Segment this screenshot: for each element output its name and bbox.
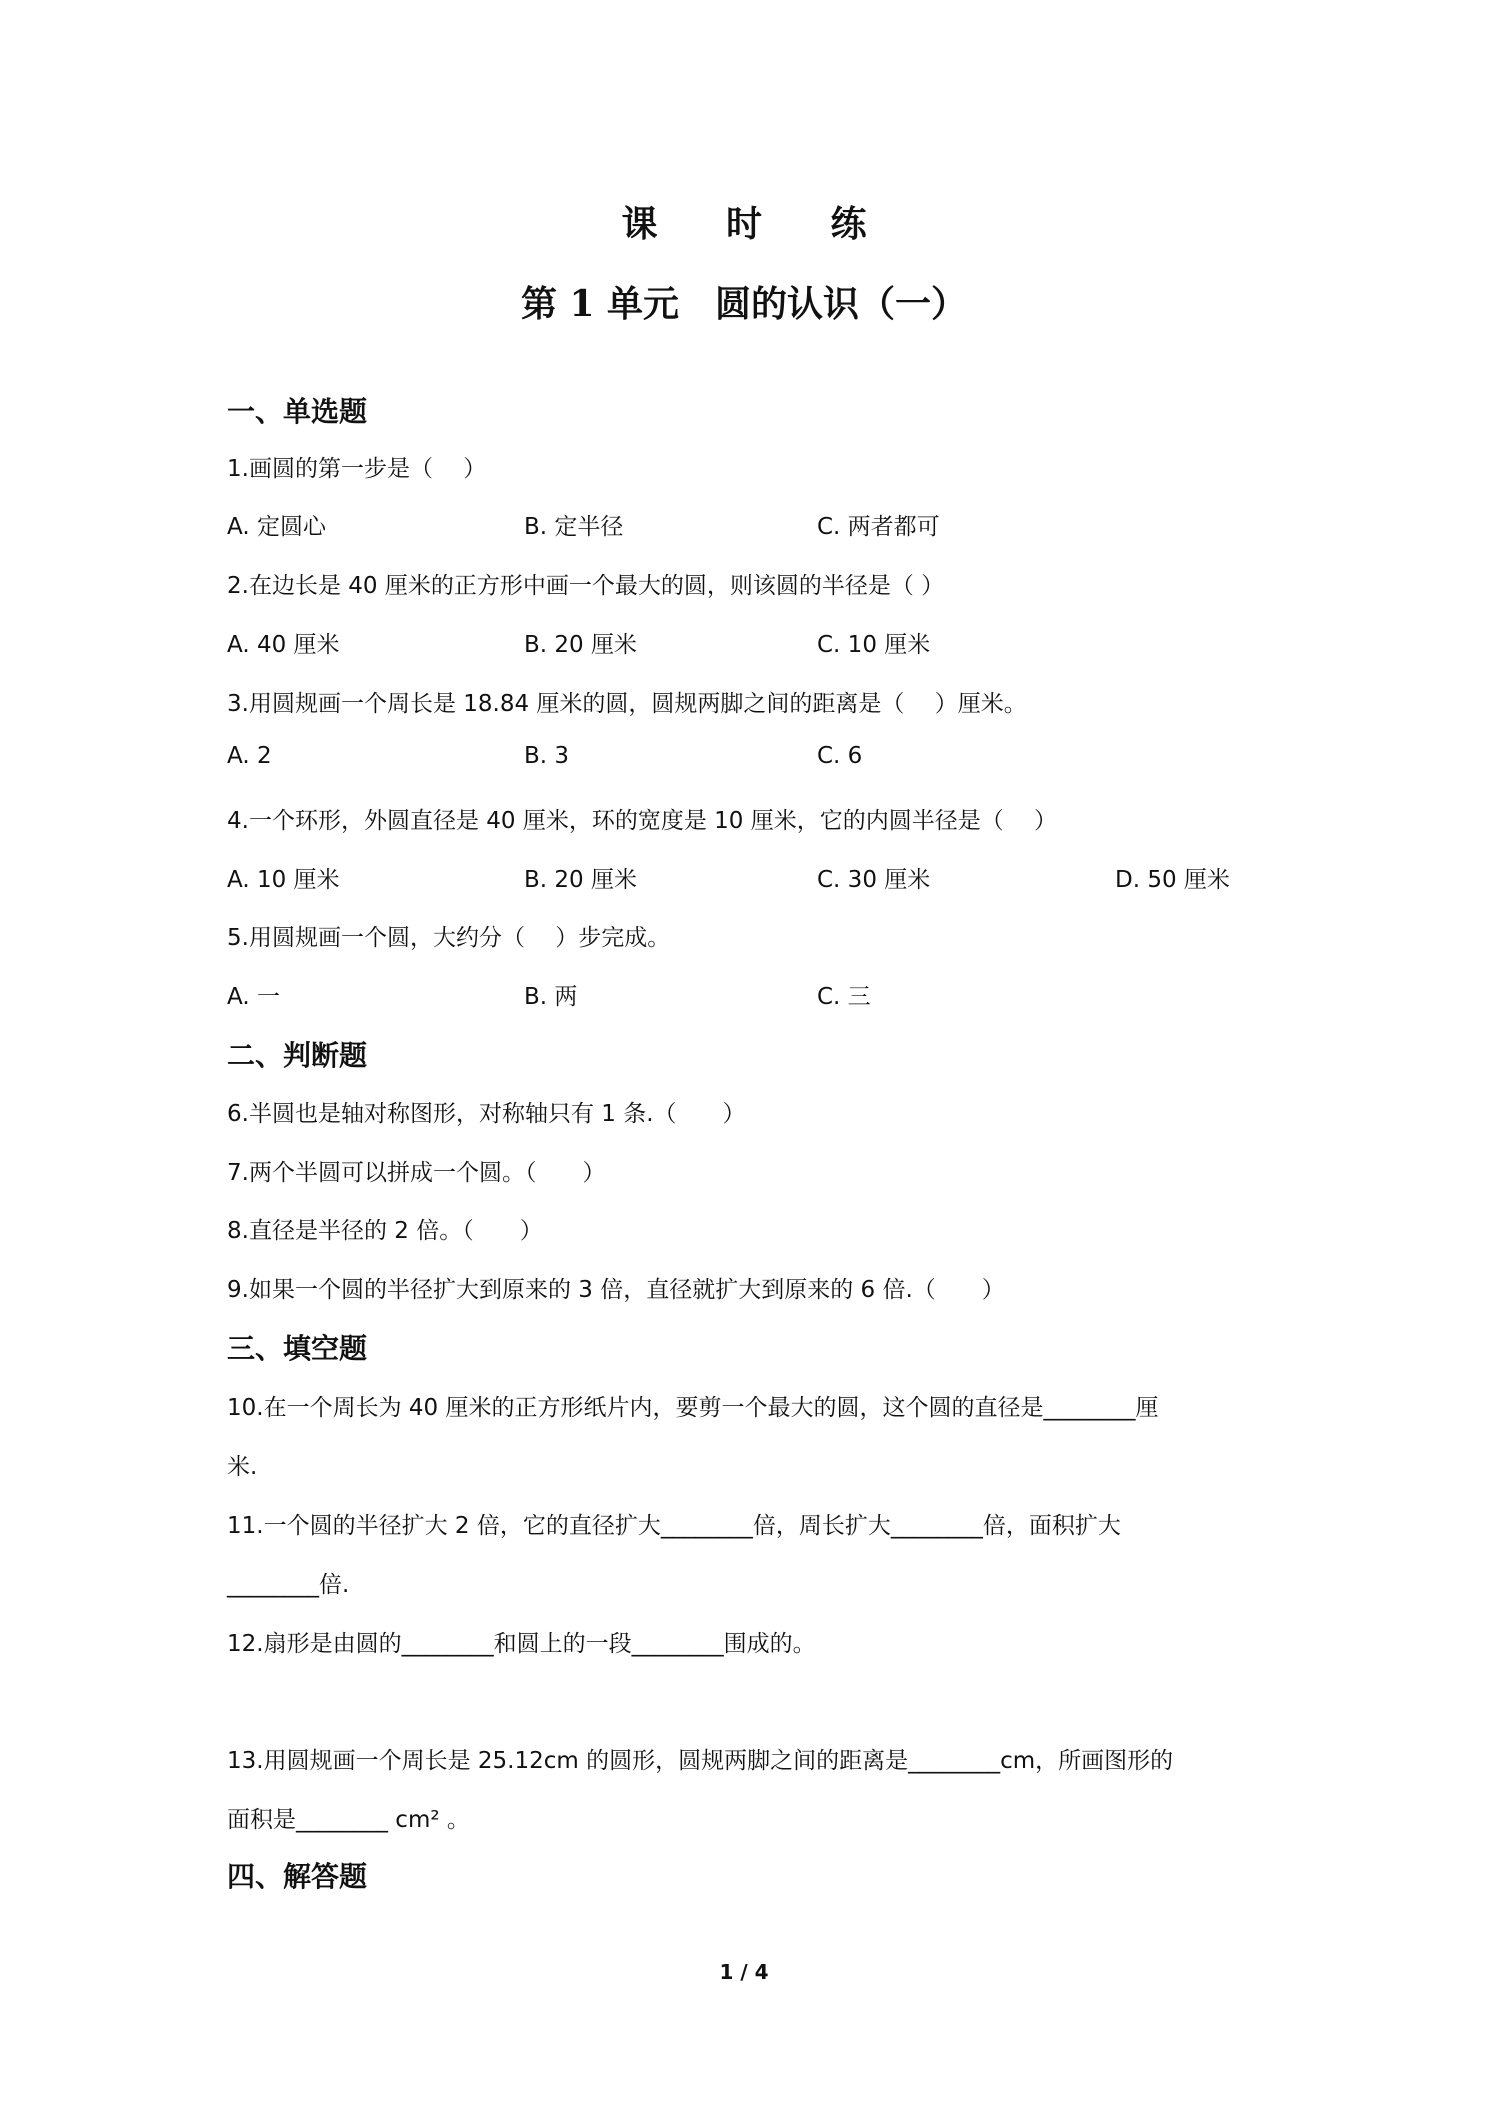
question-13-line-2: 面积是________ cm² 。 [227, 1807, 470, 1833]
question-4-options [227, 861, 1277, 895]
option-c: C. 两者都可 [817, 514, 940, 540]
option-a: A. 40 厘米 [227, 632, 340, 658]
option-b: B. 20 厘米 [524, 867, 637, 893]
option-b: B. 两 [524, 984, 578, 1010]
question-4: 4.一个环形，外圆直径是 40 厘米，环的宽度是 10 厘米，它的内圆半径是（ ） [227, 808, 1058, 834]
question-3-options [227, 743, 1277, 777]
question-6: 6.半圆也是轴对称图形，对称轴只有 1 条.（ ） [227, 1101, 746, 1127]
question-5: 5.用圆规画一个圆，大约分（ ）步完成。 [227, 925, 671, 951]
question-10-line-2: 米. [227, 1454, 258, 1480]
option-a: A. 一 [227, 984, 280, 1010]
page-number: 1 / 4 [719, 1960, 769, 1984]
unit-title: 第 1 单元 圆的认识（一） [520, 283, 968, 325]
section-heading-fill: 三、填空题 [227, 1332, 368, 1365]
option-d: D. 50 厘米 [1115, 867, 1230, 893]
option-a: A. 10 厘米 [227, 867, 340, 893]
question-11-line-2: ________倍. [227, 1572, 350, 1598]
question-12: 12.扇形是由圆的________和圆上的一段________围成的。 [227, 1631, 816, 1657]
option-b: B. 20 厘米 [524, 632, 637, 658]
option-c: C. 10 厘米 [817, 632, 931, 658]
section-heading-mcq: 一、单选题 [227, 395, 368, 428]
option-c: C. 30 厘米 [817, 867, 931, 893]
section-heading-judge: 二、判断题 [227, 1039, 368, 1072]
option-a: A. 定圆心 [227, 514, 326, 540]
option-a: A. 2 [227, 743, 272, 769]
question-11-line-1: 11.一个圆的半径扩大 2 倍，它的直径扩大________倍，周长扩大________倍，面积扩大 [227, 1513, 1121, 1539]
option-b: B. 3 [524, 743, 570, 769]
question-3: 3.用圆规画一个周长是 18.84 厘米的圆，圆规两脚之间的距离是（ ）厘米。 [227, 691, 1027, 717]
document-title: 课 时 练 [621, 203, 895, 245]
question-13-line-1: 13.用圆规画一个周长是 25.12cm 的圆形，圆规两脚之间的距离是________cm，所画图形的 [227, 1748, 1174, 1774]
question-5-options [227, 978, 1277, 1012]
section-heading-answer: 四、解答题 [227, 1860, 368, 1893]
question-1-options [227, 508, 1277, 542]
question-1: 1.画圆的第一步是（ ） [227, 456, 487, 482]
question-10-line-1: 10.在一个周长为 40 厘米的正方形纸片内，要剪一个最大的圆，这个圆的直径是________厘 [227, 1395, 1159, 1421]
option-c: C. 6 [817, 743, 863, 769]
question-9: 9.如果一个圆的半径扩大到原来的 3 倍，直径就扩大到原来的 6 倍.（ ） [227, 1277, 1005, 1303]
question-2: 2.在边长是 40 厘米的正方形中画一个最大的圆，则该圆的半径是（ ） [227, 573, 945, 599]
option-b: B. 定半径 [524, 514, 624, 540]
option-c: C. 三 [817, 984, 871, 1010]
question-2-options [227, 626, 1277, 660]
question-8: 8.直径是半径的 2 倍。（ ） [227, 1218, 543, 1244]
question-7: 7.两个半圆可以拼成一个圆。（ ） [227, 1160, 606, 1186]
